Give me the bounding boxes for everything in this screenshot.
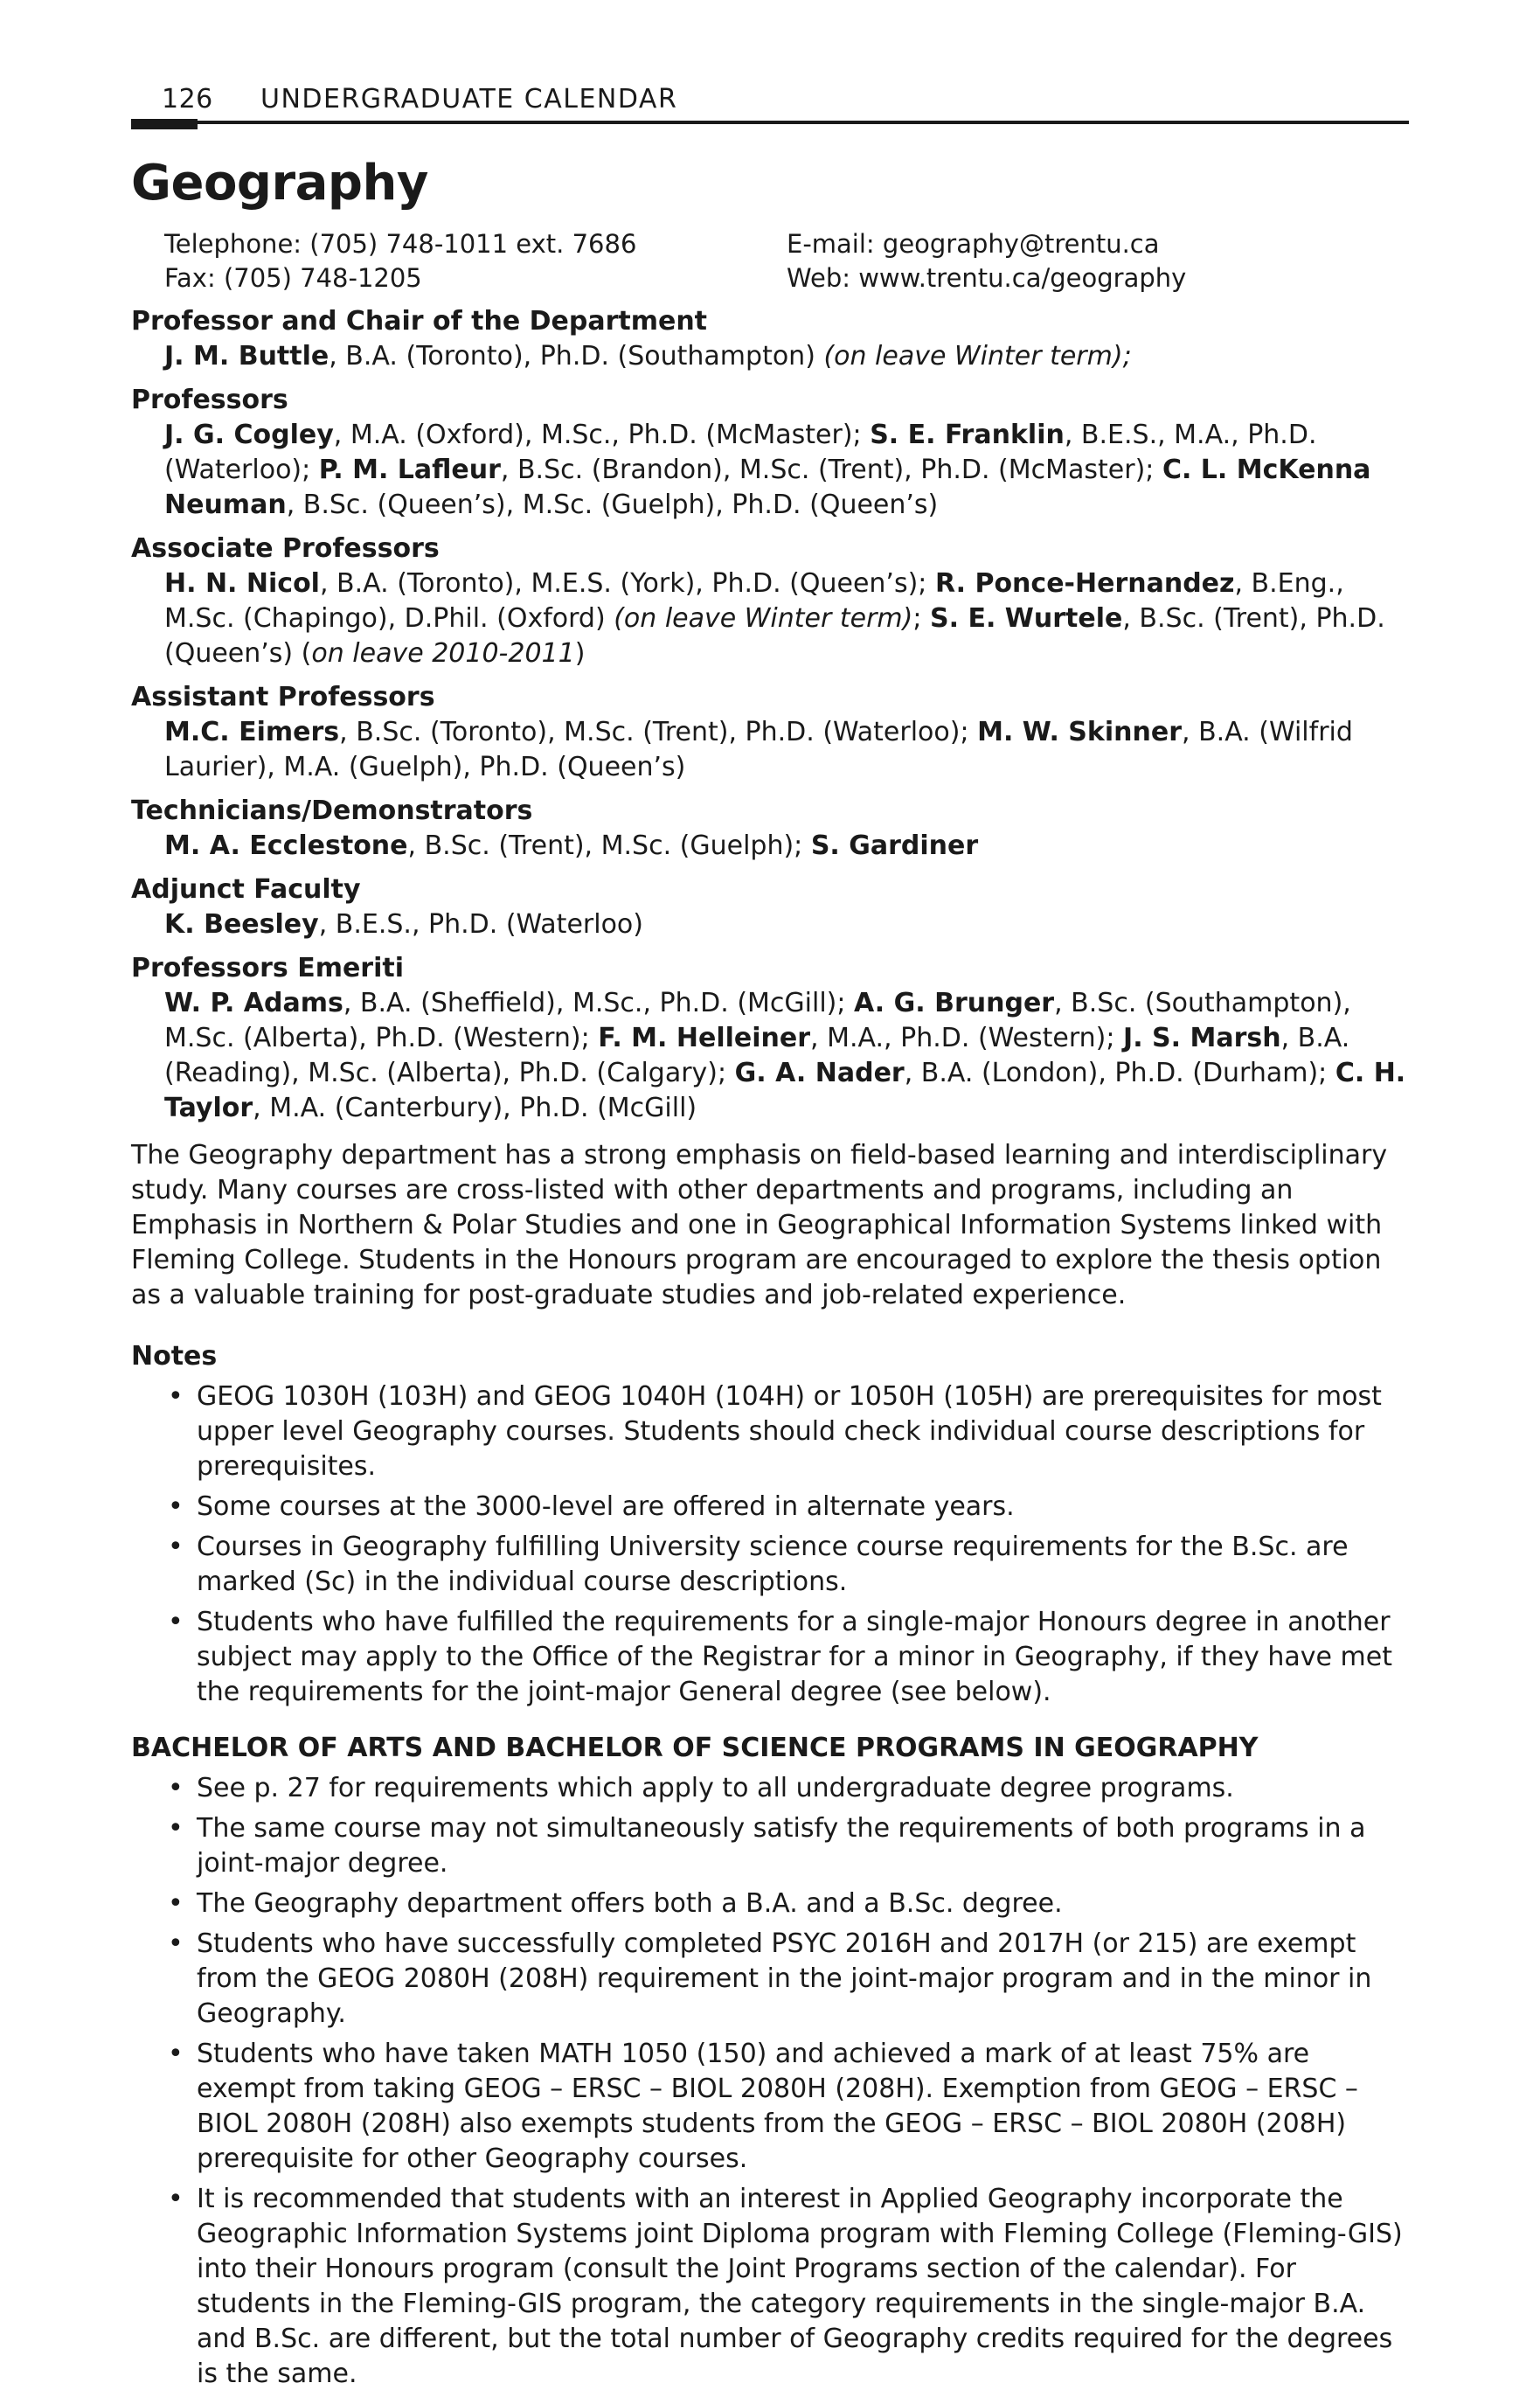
email: E-mail: geography@trentu.ca (787, 229, 1160, 260)
faculty-credentials: , M.A. (Canterbury), Ph.D. (McGill) (253, 1093, 697, 1124)
faculty-credentials: (on leave Winter term) (614, 603, 913, 635)
faculty-name: A. G. Brunger (854, 988, 1055, 1019)
faculty-credentials: , B.A. (Toronto), Ph.D. (Southampton) (329, 341, 824, 372)
faculty-credentials: (on leave Winter term); (823, 341, 1132, 372)
contact-block (164, 227, 1409, 295)
faculty-credentials: , B.Eng., M.Sc. (Chapingo), D.Phil. (Oxford) (164, 568, 1344, 635)
list-item (131, 1605, 1409, 1710)
faculty-name: R. Ponce-Hernandez (934, 568, 1235, 600)
bullet-icon: • (168, 1491, 184, 1523)
list-item (131, 1379, 1409, 1484)
faculty-name: G. A. Nader (734, 1058, 905, 1089)
bullet-icon: • (168, 1813, 184, 1845)
faculty-name: H. N. Nicol (164, 568, 320, 600)
list-item (131, 2182, 1409, 2392)
faculty-credentials: , B.A. (Sheffield), M.Sc., Ph.D. (McGill); (343, 988, 855, 1019)
faculty-members (164, 907, 1409, 942)
faculty-name: P. M. Lafleur (318, 455, 501, 486)
faculty-name: J. S. Marsh (1123, 1023, 1281, 1054)
faculty-list (131, 304, 1409, 1126)
bullet-icon: • (168, 1773, 184, 1804)
faculty-section-heading: Technicians/Demonstrators (131, 796, 533, 827)
bullet-icon: • (168, 1381, 184, 1413)
faculty-credentials: , B.E.S., M.A., Ph.D. (Waterloo); (164, 420, 1317, 486)
fax: Fax: (705) 748-1205 (164, 263, 422, 294)
faculty-name: S. E. Wurtele (930, 603, 1123, 635)
list-item (131, 1811, 1409, 1881)
faculty-credentials: , B.Sc. (Brandon), M.Sc. (Trent), Ph.D. (McMaster); (500, 455, 1162, 486)
faculty-credentials: , B.Sc. (Toronto), M.Sc. (Trent), Ph.D. (Waterloo); (339, 717, 978, 748)
faculty-credentials: on leave 2010-2011 (311, 638, 575, 670)
bullet-icon: • (168, 2184, 184, 2215)
faculty-members (164, 986, 1409, 1126)
list-item-text: It is recommended that students with an interest in Applied Geography incorporate the Geographic Information Systems joint Diploma program with Fleming College (Fleming-GIS) into their Honours program (consult the Joint Programs section of the calendar). For students in the Fleming-GIS program, the category requirements in the single-major B.A. and B.Sc. are different, but the total number of Geography credits required for the degrees is the same. (197, 2184, 1403, 2390)
faculty-credentials: , B.A. (Toronto), M.E.S. (York), Ph.D. (Queen’s); (319, 568, 935, 600)
list-item-text: Students who have fulfilled the requirements for a single-major Honours degree in another subject may apply to the Office of the Registrar for a minor in Geography, if they have met the requirements for the joint-major General degree (see below). (197, 1607, 1392, 1708)
notes-list (131, 1379, 1409, 1710)
faculty-credentials: , M.A., Ph.D. (Western); (810, 1023, 1124, 1054)
faculty-credentials: ; (912, 603, 930, 635)
faculty-members (164, 715, 1409, 785)
list-item (131, 1771, 1409, 1806)
faculty-credentials: , B.Sc. (Southampton), M.Sc. (Alberta), Ph.D. (Western); (164, 988, 1351, 1054)
faculty-credentials: , B.A. (London), Ph.D. (Durham); (904, 1058, 1335, 1089)
list-item-text: Students who have taken MATH 1050 (150) and achieved a mark of at least 75% are exempt from taking GEOG – ERSC – BIOL 2080H (208H). Exemption from GEOG – ERSC – BIOL 2080H (208H) also exempts students from the GEOG – ERSC – BIOL 2080H (208H) prerequisite for other Geography courses. (197, 2039, 1358, 2175)
running-header (131, 77, 1409, 124)
faculty-name: J. G. Cogley (164, 420, 334, 451)
faculty-name: K. Beesley (164, 909, 319, 941)
page-title: Geography (131, 155, 428, 212)
list-item (131, 2037, 1409, 2177)
list-item (131, 1490, 1409, 1525)
bullet-icon: • (168, 1928, 184, 1960)
faculty-credentials: , B.A. (Reading), M.Sc. (Alberta), Ph.D. (Calgary); (164, 1023, 1350, 1089)
faculty-name: M.C. Eimers (164, 717, 340, 748)
list-item (131, 1886, 1409, 1921)
faculty-section-heading: Assistant Professors (131, 682, 435, 713)
faculty-members (164, 339, 1409, 374)
faculty-section-heading: Professors (131, 385, 288, 416)
faculty-name: S. Gardiner (810, 830, 979, 862)
bullet-icon: • (168, 1532, 184, 1563)
faculty-section-heading: Adjunct Faculty (131, 874, 361, 906)
page (131, 77, 1409, 2397)
faculty-name: J. M. Buttle (164, 341, 330, 372)
faculty-name: M. W. Skinner (977, 717, 1182, 748)
faculty-section-heading: Professor and Chair of the Department (131, 306, 708, 337)
list-item (131, 1530, 1409, 1600)
faculty-name: S. E. Franklin (870, 420, 1065, 451)
faculty-section-heading: Professors Emeriti (131, 953, 405, 984)
notes-heading: Notes (131, 1341, 218, 1372)
intro-paragraph: The Geography department has a strong emphasis on field-based learning and interdisciplinary study. Many courses are cross-listed with other departments and programs, including an Emphasis in Northern & Polar Studies and one in Geographical Information Systems linked with Fleming College. Students in the Honours program are encouraged to explore the thesis option as a valuable training for post-graduate studies and job-related experience. (131, 1140, 1388, 1311)
list-item-text: The same course may not simultaneously satisfy the requirements of both programs in a joint-major degree. (197, 1813, 1366, 1879)
faculty-members (164, 566, 1409, 671)
faculty-name: C. L. McKenna Neuman (164, 455, 1371, 521)
bullet-icon: • (168, 1607, 184, 1638)
faculty-name: W. P. Adams (164, 988, 343, 1019)
faculty-credentials: , B.A. (Wilfrid Laurier), M.A. (Guelph), Ph.D. (Queen’s) (164, 717, 1353, 783)
faculty-members (164, 418, 1409, 523)
faculty-name: C. H. Taylor (164, 1058, 1406, 1124)
faculty-credentials: , B.E.S., Ph.D. (Waterloo) (318, 909, 643, 941)
faculty-name: F. M. Helleiner (598, 1023, 811, 1054)
list-item-text: Some courses at the 3000-level are offered in alternate years. (197, 1491, 1015, 1523)
programs-list (131, 1771, 1409, 2392)
faculty-name: M. A. Ecclestone (164, 830, 408, 862)
faculty-credentials: , B.Sc. (Queen’s), M.Sc. (Guelph), Ph.D. (Queen’s) (286, 490, 939, 521)
faculty-section-heading: Associate Professors (131, 533, 440, 565)
list-item (131, 1927, 1409, 2032)
faculty-credentials: , B.Sc. (Trent), Ph.D. (Queen’s) ( (164, 603, 1385, 670)
list-item-text: GEOG 1030H (103H) and GEOG 1040H (104H) or 1050H (105H) are prerequisites for most upper level Geography courses. Students should check individual course descriptions for prerequisites. (197, 1381, 1382, 1483)
list-item-text: Courses in Geography fulfilling University science course requirements for the B.Sc. are marked (Sc) in the individual course descriptions. (197, 1532, 1349, 1598)
header-rule-accent (131, 119, 198, 129)
faculty-credentials: , M.A. (Oxford), M.Sc., Ph.D. (McMaster); (333, 420, 871, 451)
website: Web: www.trentu.ca/geography (787, 263, 1187, 294)
faculty-credentials: , B.Sc. (Trent), M.Sc. (Guelph); (407, 830, 811, 862)
running-header-title: UNDERGRADUATE CALENDAR (260, 84, 678, 115)
bullet-icon: • (168, 1888, 184, 1920)
programs-heading: BACHELOR OF ARTS AND BACHELOR OF SCIENCE PROGRAMS IN GEOGRAPHY (131, 1733, 1259, 1764)
bullet-icon: • (168, 2039, 184, 2070)
page-number: 126 (162, 84, 213, 115)
list-item-text: See p. 27 for requirements which apply to all undergraduate degree programs. (197, 1773, 1234, 1804)
telephone: Telephone: (705) 748-1011 ext. 7686 (164, 229, 637, 260)
list-item-text: Students who have successfully completed PSYC 2016H and 2017H (or 215) are exempt from the GEOG 2080H (208H) requirement in the joint-major program and in the minor in Geography. (197, 1928, 1372, 2030)
faculty-members (164, 829, 1409, 864)
faculty-credentials: ) (574, 638, 586, 670)
header-rule (131, 121, 1409, 124)
list-item-text: The Geography department offers both a B.A. and a B.Sc. degree. (197, 1888, 1063, 1920)
